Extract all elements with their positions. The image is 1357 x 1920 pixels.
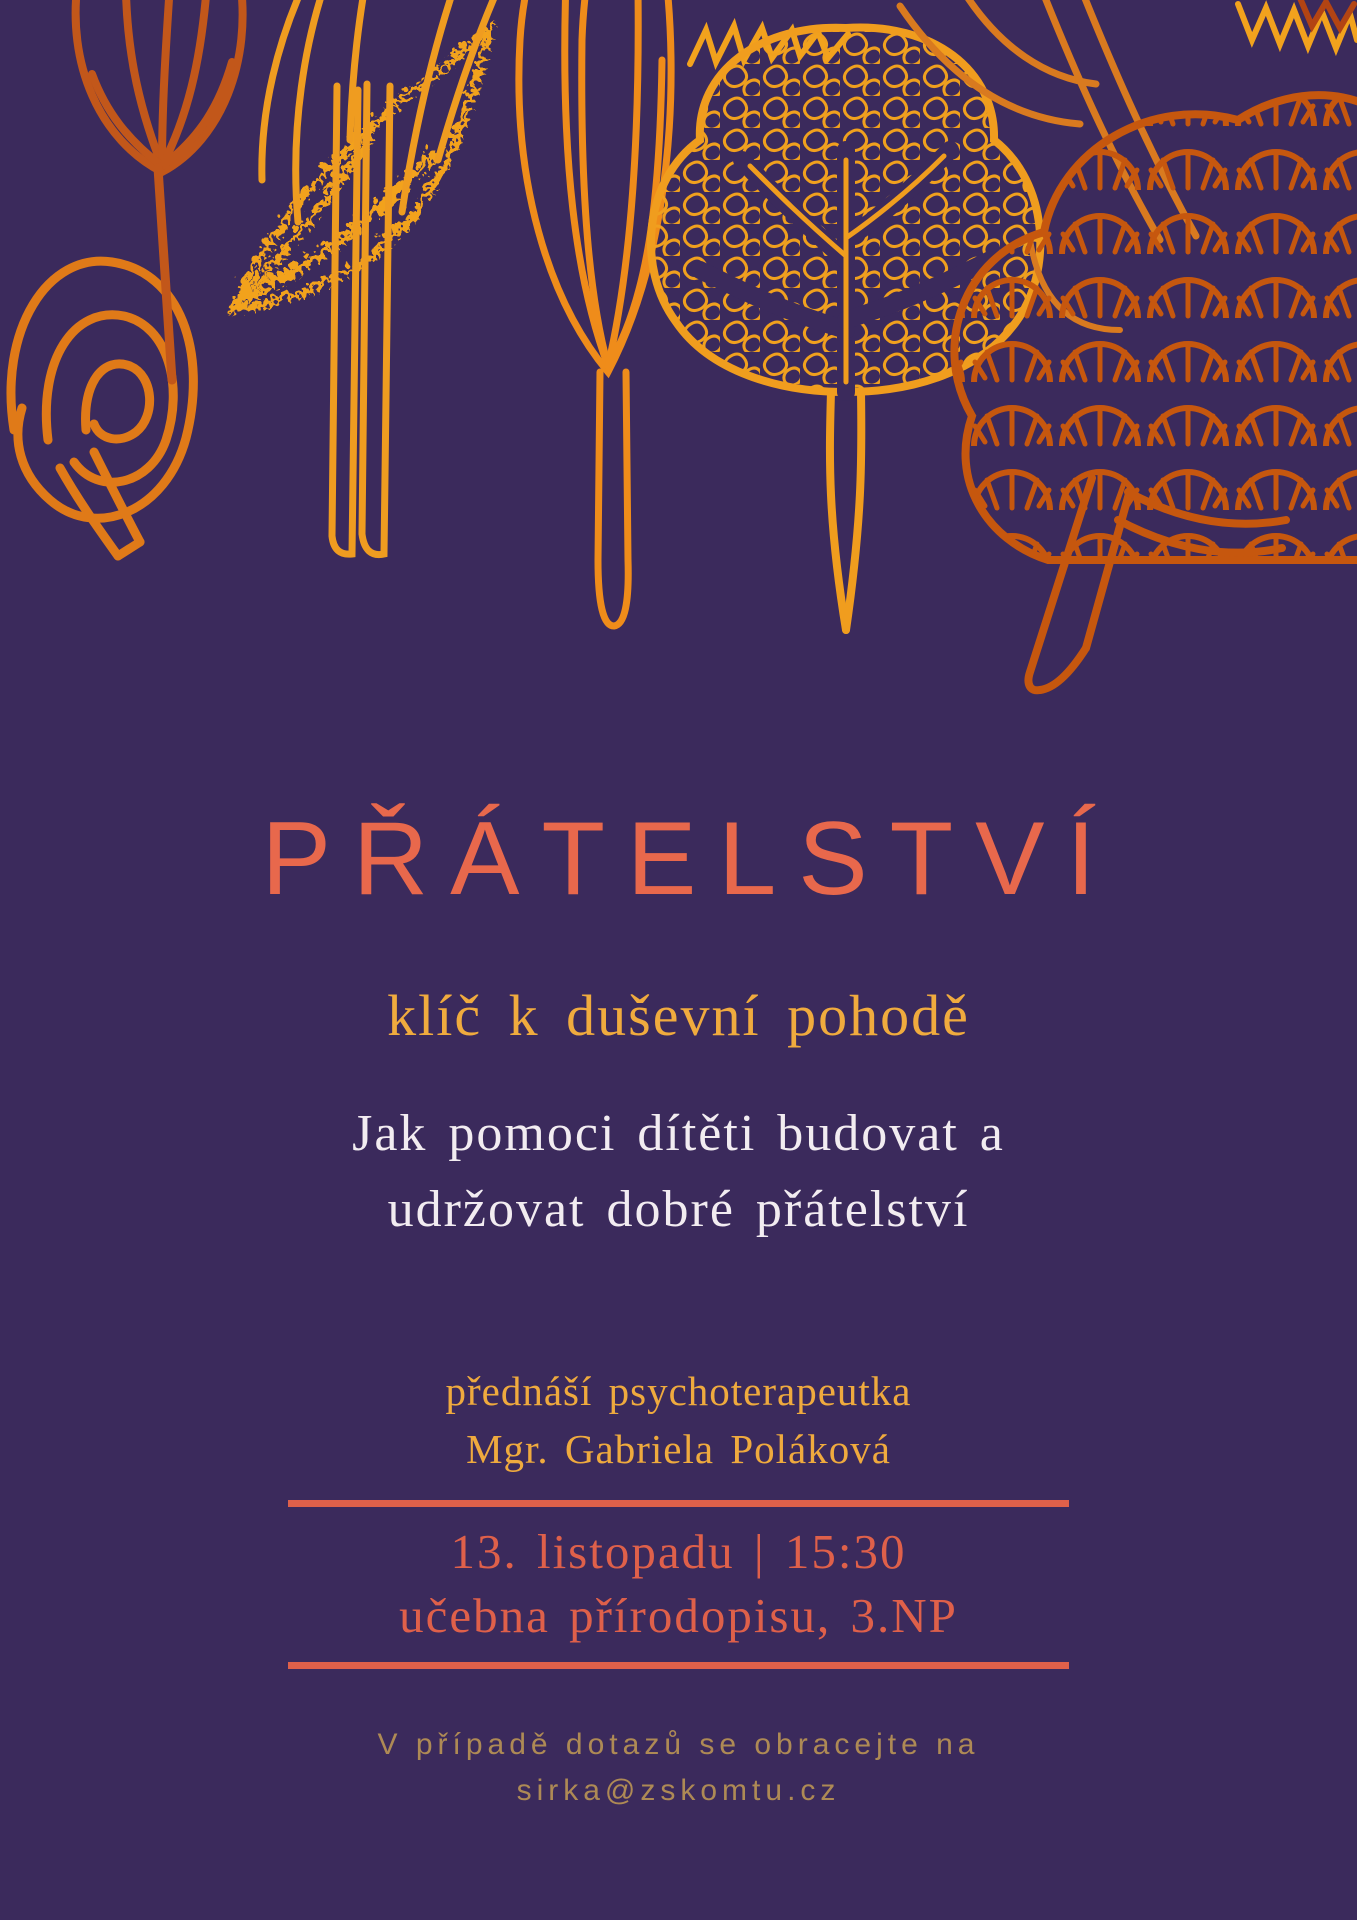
event-datetime: 13. listopadu | 15:30 bbox=[450, 1524, 907, 1579]
page-title: PŘÁTELSTVÍ bbox=[261, 801, 1118, 917]
contact-block bbox=[0, 1722, 1357, 1814]
tree-tall-trunk-illustration bbox=[262, 0, 500, 555]
trees-illustration bbox=[0, 0, 1357, 700]
presenter-block bbox=[0, 1362, 1357, 1478]
poster-subtitle: klíč k duševní pohodě bbox=[387, 983, 970, 1048]
tree-corner-zigzag-illustration bbox=[1238, 0, 1357, 48]
presenter-name: Mgr. Gabriela Poláková bbox=[466, 1426, 891, 1472]
tree-veined-leaf-center-illustration bbox=[519, 0, 671, 626]
event-details bbox=[0, 1520, 1357, 1648]
description-line-2: udržovat dobré přátelství bbox=[387, 1181, 970, 1238]
poster-description bbox=[0, 1096, 1357, 1248]
tree-veined-leaf-left-illustration bbox=[76, 0, 243, 380]
event-location: učebna přírodopisu, 3.NP bbox=[399, 1588, 958, 1643]
description-line-1: Jak pomoci dítěti budovat a bbox=[352, 1105, 1005, 1162]
contact-email: sirka@zskomtu.cz bbox=[516, 1774, 841, 1807]
divider-top bbox=[288, 1500, 1069, 1507]
divider-bottom bbox=[288, 1662, 1069, 1669]
contact-note: V případě dotazů se obracejte na bbox=[377, 1728, 980, 1761]
presenter-intro: přednáší psychoterapeutka bbox=[445, 1368, 912, 1414]
